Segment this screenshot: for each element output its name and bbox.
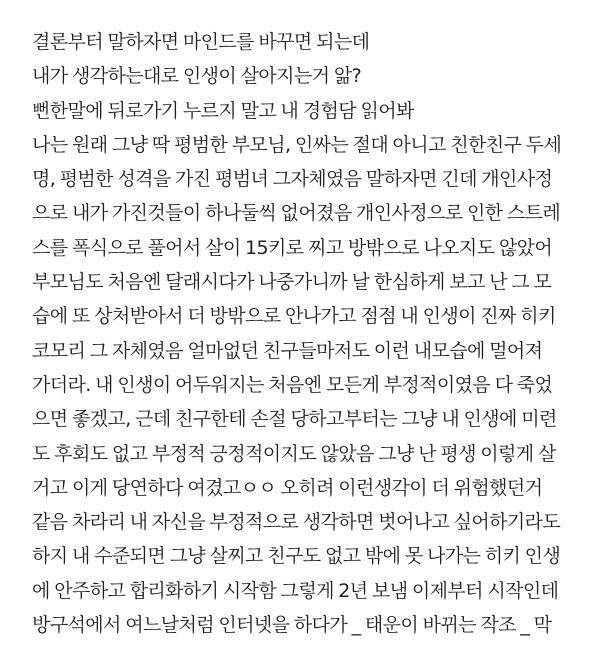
post-line: 명, 평범한 성격을 가진 평범녀 그자체였음 말하자면 긴데 개인사정 (32, 168, 553, 191)
post-line: 하지 내 수준되면 그냥 살찌고 친구도 없고 밖에 못 나가는 히키 인생 (32, 545, 561, 568)
post-line: 나는 원래 그냥 딱 평범한 부모님, 인싸는 절대 아니고 친한친구 두세 (32, 133, 562, 156)
post-line: 으로 내가 가진것들이 하나둘씩 없어졌음 개인사정으로 인한 스트레 (32, 202, 561, 225)
post-line: 코모리 그 자체였음 얼마없던 친구들마저도 이런 내모습에 멀어져 (32, 339, 543, 362)
post-line: 거고 이게 당연하다 여겼고ㅇㅇ 오히려 이런생각이 더 위험했던거 (32, 476, 543, 499)
post-line: 부모님도 처음엔 달래시다가 나중가니까 날 한심하게 보고 난 그 모 (32, 271, 552, 294)
post-line: 뻔한말에 뒤로가기 누르지 말고 내 경험담 읽어봐 (32, 99, 414, 122)
post-line: 습에 또 상처받아서 더 방밖으로 안나가고 점점 내 인생이 진짜 히키 (32, 305, 556, 328)
post-line: 결론부터 말하자면 마인드를 바꾸면 되는데 (32, 31, 370, 53)
post-line: 에 안주하고 합리화하기 시작함 그렇게 2년 보냄 이제부터 시작인데 (32, 579, 559, 602)
post-line: 가더라. 내 인생이 어두워지는 처음엔 모든게 부정적이였음 다 죽었 (32, 373, 553, 396)
post-body (32, 25, 582, 642)
post-line: 스를 폭식으로 풀어서 살이 15키로 찌고 방밖으로 나오지도 않았어 (32, 236, 553, 259)
post-line: 방구석에서 여느날처럼 인터넷을 하다가 _ 태운이 바뀌는 작조 _ 막 (32, 614, 552, 637)
post-line: 내가 생각하는대로 인생이 살아지는거 앎? (32, 65, 362, 88)
post-line: 도 후회도 없고 부정적 긍정적이지도 않았음 그냥 난 평생 이렇게 살 (32, 442, 556, 465)
post-line: 으면 좋겠고, 근데 친구한테 손절 당하고부터는 그냥 내 인생에 미련 (32, 408, 557, 431)
post-line: 같음 차라리 내 자신을 부정적으로 생각하면 벗어나고 싶어하기라도 (32, 511, 561, 534)
